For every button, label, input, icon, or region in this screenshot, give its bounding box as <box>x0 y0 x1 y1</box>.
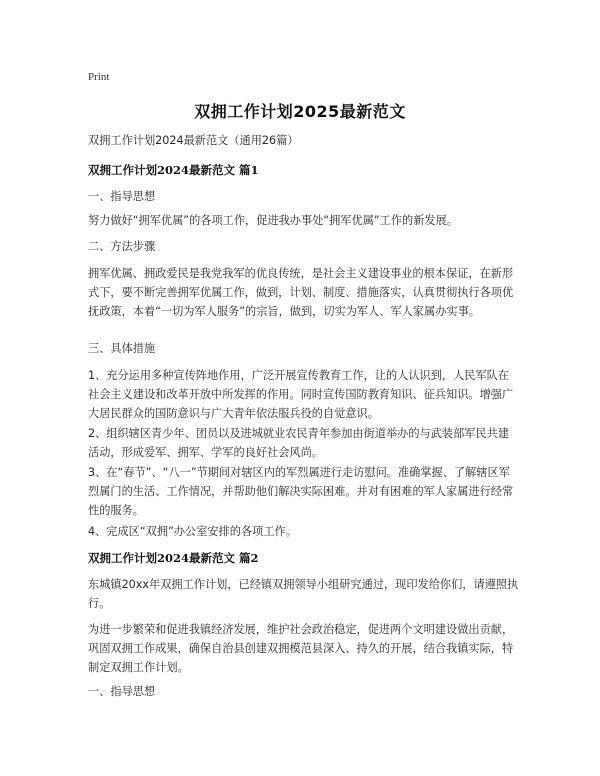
section-1-measure-2: 2、组织辖区青少年、团员以及进城就业农民青年参加由街道举办的与武装部军民共建活动，形成爱军、拥军、学军的良好社会风尚。 <box>88 427 510 459</box>
print-link[interactable]: Print <box>88 71 110 83</box>
section-1-guiding-heading: 一、指导思想 <box>88 190 156 203</box>
section-1-measure-1: 1、充分运用多种宣传阵地作用，广泛开展宣传教育工作，让的人认识到，人民军队在社会主义建设和改革开放中所发挥的作用。同时宣传国防教育知识、征兵知识。增强广大居民群众的国防意识与广大青年依法服兵役的自觉意识。 <box>88 369 514 420</box>
section-1-measure-3: 3、在“春节”、“八一”节期间对辖区内的军烈属进行走访慰问。准确掌握、了解辖区军烈属门的生活、工作情况，并帮助他们解决实际困难。并对有困难的军人家属进行经常性的服务。 <box>88 466 514 517</box>
section-1-measure-4: 4、完成区“双拥”办公室安排的各项工作。 <box>88 525 297 538</box>
section-2-paragraph-1: 东城镇20xx年双拥工作计划，已经镇双拥领导小组研究通过，现印发给你们，请遵照执行。 <box>88 578 519 610</box>
section-1-heading: 双拥工作计划2024最新范文 篇1 <box>88 163 259 177</box>
section-1-method-heading: 二、方法步骤 <box>88 240 156 253</box>
document-subtitle: 双拥工作计划2024最新范文（通用26篇） <box>88 134 299 147</box>
section-1-guiding-text: 努力做好“拥军优属”的各项工作，促进我办事处“拥军优属”工作的新发展。 <box>88 214 458 227</box>
section-2-paragraph-2: 为进一步繁荣和促进我镇经济发展，维护社会政治稳定，促进两个文明建设做出贡献，巩固双拥工作成果，确保自治县创建双拥模范县深入、持久的开展，结合我镇实际，特制定双拥工作计划。 <box>88 623 514 674</box>
section-1-method-text: 拥军优属、拥政爱民是我党我军的优良传统，是社会主义建设事业的根本保证，在新形式下，要不断完善拥军优属工作，做到，计划、制度、措施落实，认真贯彻执行各项优抚政策，本着“一切为军人服务”的宗旨，做到，切实为军人、军人家属办实事。 <box>88 267 514 318</box>
section-1-measures-heading: 三、具体措施 <box>88 342 156 355</box>
document-title: 双拥工作计划2025最新范文 <box>194 102 406 121</box>
section-2-heading: 双拥工作计划2024最新范文 篇2 <box>88 551 259 565</box>
section-2-guiding-heading: 一、指导思想 <box>88 685 156 698</box>
